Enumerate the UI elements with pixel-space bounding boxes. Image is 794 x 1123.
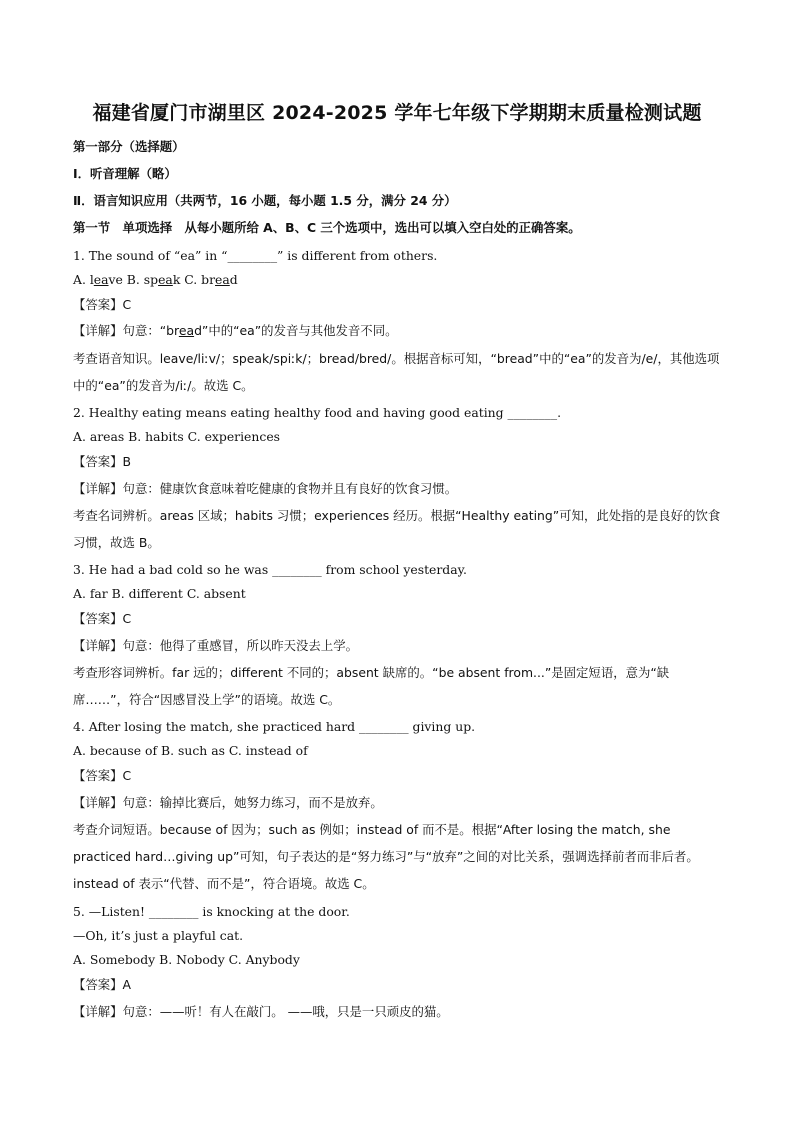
section-1-heading: Ⅰ．听音理解（略） bbox=[73, 166, 177, 181]
question-1-answer: 【答案】C bbox=[73, 297, 132, 312]
question-4-options: A. because of B. such as C. instead of bbox=[73, 743, 308, 758]
question-2-detail: 【详解】句意：健康饮食意味着吃健康的食物并且有良好的饮食习惯。 bbox=[73, 481, 458, 496]
part-heading: 第一部分（选择题） bbox=[73, 139, 185, 154]
question-3-explanation: 考查形容词辨析。far 远的；different 不同的；absent 缺席的。“be absent from...”是固定短语，意为“缺席……”，符合“因感冒没上学”的语境。故选 C。 bbox=[73, 665, 670, 707]
question-4-detail: 【详解】句意：输掉比赛后，她努力练习，而不是放弃。 bbox=[73, 795, 383, 810]
question-3-detail: 【详解】句意：他得了重感冒，所以昨天没去上学。 bbox=[73, 638, 358, 653]
question-5-stem: 5. —Listen! ________ is knocking at the door. bbox=[73, 904, 350, 919]
question-4-answer: 【答案】C bbox=[73, 768, 132, 783]
question-1-explanation: 考查语音知识。leave/liːv/；speak/spiːk/；bread/bred/。根据音标可知，“bread”中的“ea”的发音为/e/，其他选项中的“ea”的发音为/iː/。故选 C。 bbox=[73, 351, 720, 393]
question-3-stem: 3. He had a bad cold so he was ________ from school yesterday. bbox=[73, 562, 467, 577]
question-3-answer: 【答案】C bbox=[73, 611, 132, 626]
question-1-stem: 1. The sound of “ea” in “________” is different from others. bbox=[73, 248, 438, 263]
question-1-options: A. leave B. speak C. bread bbox=[73, 272, 238, 287]
question-5-reply: —Oh, it’s just a playful cat. bbox=[73, 928, 244, 943]
question-2-answer: 【答案】B bbox=[73, 454, 132, 469]
section-2-heading: Ⅱ．语言知识应用（共两节，16 小题，每小题 1.5 分，满分 24 分） bbox=[73, 193, 457, 208]
question-2-options: A. areas B. habits C. experiences bbox=[73, 429, 281, 444]
page-title: 福建省厦门市湖里区 2024-2025 学年七年级下学期期末质量检测试题 bbox=[92, 102, 702, 124]
question-5-options: A. Somebody B. Nobody C. Anybody bbox=[73, 952, 300, 967]
question-1-detail: 【详解】句意：“bread”中的“ea”的发音与其他发音不同。 bbox=[73, 323, 398, 338]
question-3-options: A. far B. different C. absent bbox=[73, 586, 246, 601]
question-2-explanation: 考查名词辨析。areas 区域；habits 习惯；experiences 经历。根据“Healthy eating”可知，此处指的是良好的饮食习惯，故选 B。 bbox=[73, 508, 721, 550]
question-4-stem: 4. After losing the match, she practiced hard ________ giving up. bbox=[73, 719, 476, 734]
question-4-explanation: 考查介词短语。because of 因为；such as 例如；instead of 而不是。根据“After losing the match, she practiced hard…giving up”可知，句子表达的是“努力练习”与“放弃”之间的对比关系，强调选择前者而非后者。instead of 表示“代替、而不是”，符合语境。故选 C。 bbox=[73, 822, 699, 891]
question-5-detail: 【详解】句意：——听！有人在敲门。 ——哦，只是一只顽皮的猫。 bbox=[73, 1004, 449, 1019]
question-2-stem: 2. Healthy eating means eating healthy food and having good eating ________. bbox=[73, 405, 562, 420]
section-2-1-heading: 第一节 单项选择 从每小题所给 A、B、C 三个选项中，选出可以填入空白处的正确答案。 bbox=[73, 220, 581, 235]
question-5-answer: 【答案】A bbox=[73, 977, 132, 992]
